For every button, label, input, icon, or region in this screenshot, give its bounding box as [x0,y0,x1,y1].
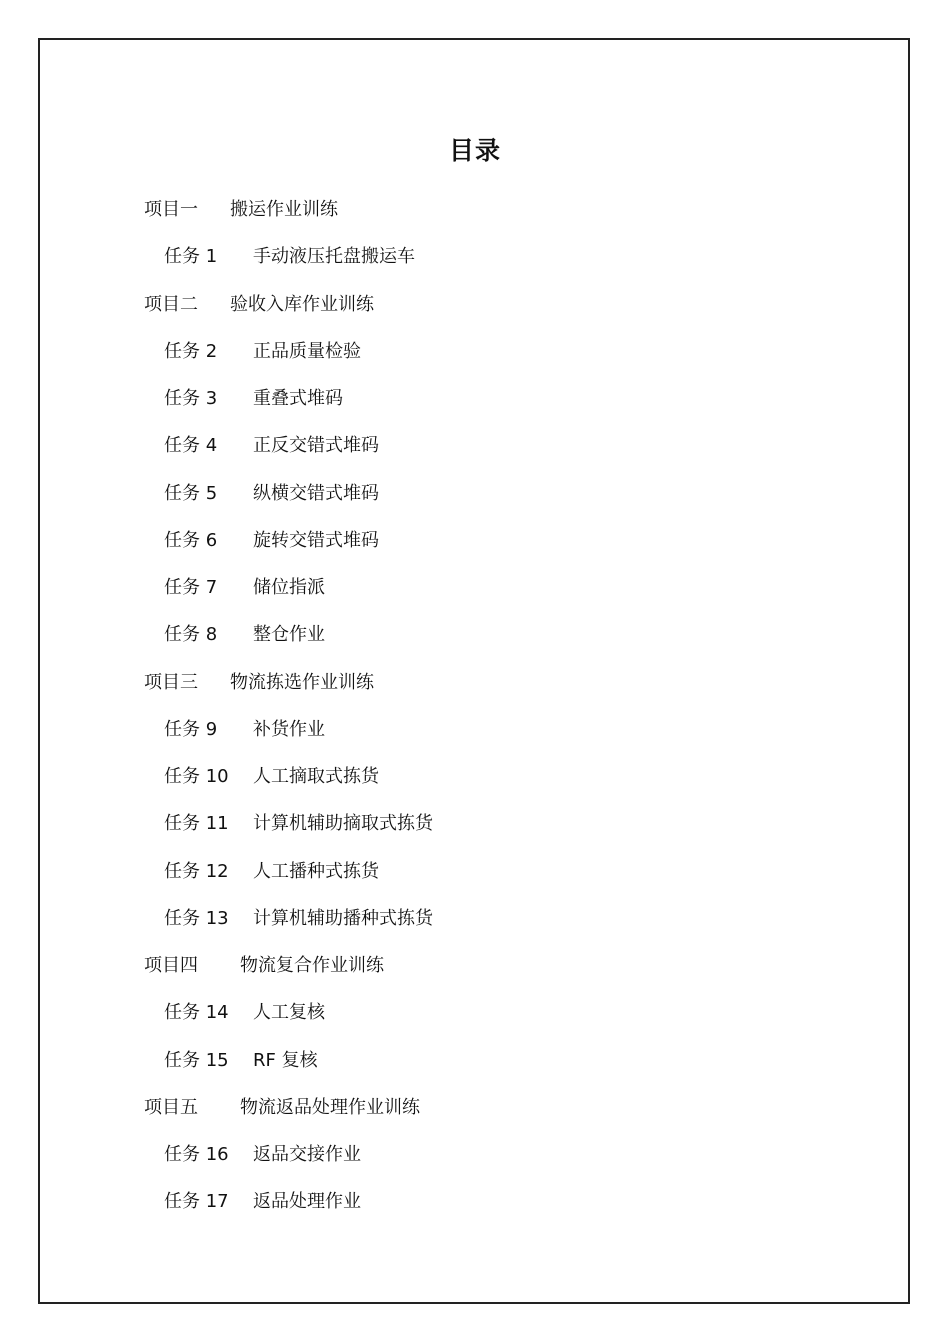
task-name: 计算机辅助播种式拣货 [253,907,433,929]
toc-task-row [0,758,950,805]
task-name: 储位指派 [253,577,325,598]
project-number: 项目四 [144,955,198,976]
toc-project-row [0,947,950,994]
toc-list [0,191,950,1231]
project-number: 项目一 [144,199,198,220]
task-name: 计算机辅助摘取式拣货 [253,813,433,835]
project-name: 物流复合作业训练 [240,955,384,976]
task-number: 任务 1 [164,246,218,268]
task-number: 任务 2 [164,340,218,362]
task-name: RF 复核 [253,1049,318,1071]
toc-task-row [0,616,950,663]
task-number: 任务 9 [164,718,218,740]
toc-task-row [0,238,950,285]
project-name: 物流拣选作业训练 [230,671,374,693]
task-number: 任务 17 [164,1191,229,1213]
project-number: 项目二 [144,293,198,315]
toc-title: 目录 [448,136,501,165]
task-number: 任务 11 [164,813,229,835]
toc-project-row [0,191,950,238]
task-number: 任务 8 [164,624,218,646]
toc-task-row [0,1183,950,1230]
toc-task-row [0,333,950,380]
toc-task-row [0,475,950,522]
task-number: 任务 13 [164,907,229,929]
task-name: 人工播种式拣货 [253,860,379,882]
toc-task-row [0,994,950,1041]
toc-task-row [0,805,950,852]
task-name: 整仓作业 [253,624,325,646]
project-name: 验收入库作业训练 [230,293,374,315]
task-name: 纵横交错式堆码 [253,482,379,504]
task-number: 任务 15 [164,1049,229,1071]
task-name: 返品处理作业 [253,1191,361,1213]
task-number: 任务 10 [164,766,229,787]
task-name: 返品交接作业 [253,1144,361,1165]
task-number: 任务 14 [164,1002,229,1024]
toc-project-row [0,1089,950,1136]
task-number: 任务 3 [164,388,218,409]
task-name: 旋转交错式堆码 [253,529,379,551]
toc-project-row [0,664,950,711]
toc-task-row [0,380,950,427]
task-name: 人工摘取式拣货 [253,766,379,787]
task-name: 补货作业 [253,718,325,740]
toc-task-row [0,1042,950,1089]
task-number: 任务 5 [164,482,218,504]
toc-project-row [0,286,950,333]
task-number: 任务 4 [164,435,218,457]
toc-task-row [0,711,950,758]
task-number: 任务 12 [164,860,229,882]
toc-task-row [0,522,950,569]
task-number: 任务 16 [164,1144,229,1165]
task-number: 任务 6 [164,529,218,551]
toc-task-row [0,569,950,616]
toc-task-row [0,427,950,474]
toc-task-row [0,900,950,947]
toc-task-row [0,1136,950,1183]
toc-task-row [0,853,950,900]
task-name: 手动液压托盘搬运车 [253,246,415,268]
task-name: 重叠式堆码 [253,388,343,409]
project-name: 物流返品处理作业训练 [240,1096,420,1118]
task-name: 正品质量检验 [253,340,361,362]
project-number: 项目五 [144,1096,198,1118]
task-name: 正反交错式堆码 [253,435,379,457]
project-name: 搬运作业训练 [230,199,338,220]
project-number: 项目三 [144,671,198,693]
task-name: 人工复核 [253,1002,325,1024]
task-number: 任务 7 [164,577,218,598]
